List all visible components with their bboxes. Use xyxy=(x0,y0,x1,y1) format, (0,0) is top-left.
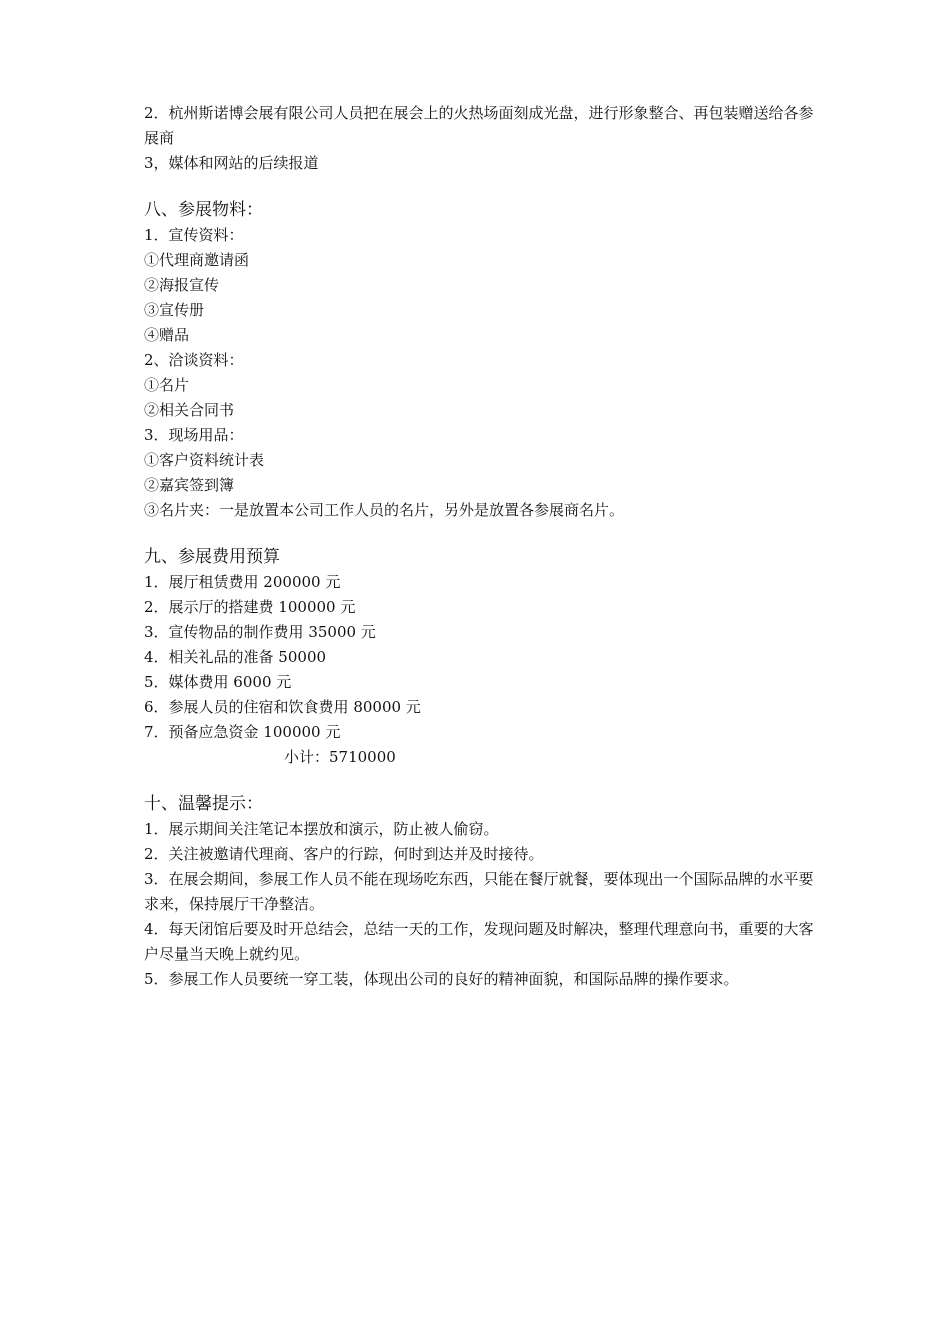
list-item: ②嘉宾签到簿 xyxy=(144,476,235,494)
paragraph-item-2: 2．杭州斯诺博会展有限公司人员把在展会上的火热场面刻成光盘，进行形象整合、再包装赠送给各参展商 xyxy=(144,104,814,147)
budget-subtotal: 小计：5710000 xyxy=(284,748,396,766)
budget-item: 5．媒体费用 6000 元 xyxy=(144,673,292,691)
list-item: 1．宣传资料： xyxy=(144,226,244,244)
budget-item: 7．预备应急资金 100000 元 xyxy=(144,723,341,741)
budget-item: 1．展厅租赁费用 200000 元 xyxy=(144,573,341,591)
section-heading-tips: 十、温馨提示： xyxy=(144,794,263,814)
section-heading-budget: 九、参展费用预算 xyxy=(144,547,280,567)
section-heading-materials: 八、参展物料： xyxy=(144,200,263,220)
list-item: ④赠品 xyxy=(144,326,190,344)
list-item: ①客户资料统计表 xyxy=(144,451,265,469)
list-item: 2、洽谈资料： xyxy=(144,351,244,369)
list-item: ③名片夹：一是放置本公司工作人员的名片，另外是放置各参展商名片。 xyxy=(144,501,625,519)
budget-item: 3．宣传物品的制作费用 35000 元 xyxy=(144,623,376,641)
document-body xyxy=(144,101,814,992)
list-item: ①名片 xyxy=(144,376,190,394)
paragraph-item-3: 3，媒体和网站的后续报道 xyxy=(144,154,319,172)
list-item: 3．现场用品： xyxy=(144,426,244,444)
tip-item: 3．在展会期间，参展工作人员不能在现场吃东西，只能在餐厅就餐，要体现出一个国际品牌的水平要求来，保持展厅干净整洁。 xyxy=(144,870,814,913)
tip-item: 1．展示期间关注笔记本摆放和演示，防止被人偷窃。 xyxy=(144,820,499,838)
list-item: ②海报宣传 xyxy=(144,276,220,294)
budget-item: 6．参展人员的住宿和饮食费用 80000 元 xyxy=(144,698,421,716)
list-item: ③宣传册 xyxy=(144,301,205,319)
tip-item: 4．每天闭馆后要及时开总结会，总结一天的工作，发现问题及时解决，整理代理意向书，重要的大客户尽量当天晚上就约见。 xyxy=(144,920,814,963)
budget-item: 4．相关礼品的准备 50000 xyxy=(144,648,327,666)
tip-item: 5．参展工作人员要统一穿工装，体现出公司的良好的精神面貌，和国际品牌的操作要求。 xyxy=(144,970,739,988)
tip-item: 2．关注被邀请代理商、客户的行踪，何时到达并及时接待。 xyxy=(144,845,544,863)
budget-item: 2．展示厅的搭建费 100000 元 xyxy=(144,598,356,616)
list-item: ②相关合同书 xyxy=(144,401,235,419)
list-item: ①代理商邀请函 xyxy=(144,251,250,269)
